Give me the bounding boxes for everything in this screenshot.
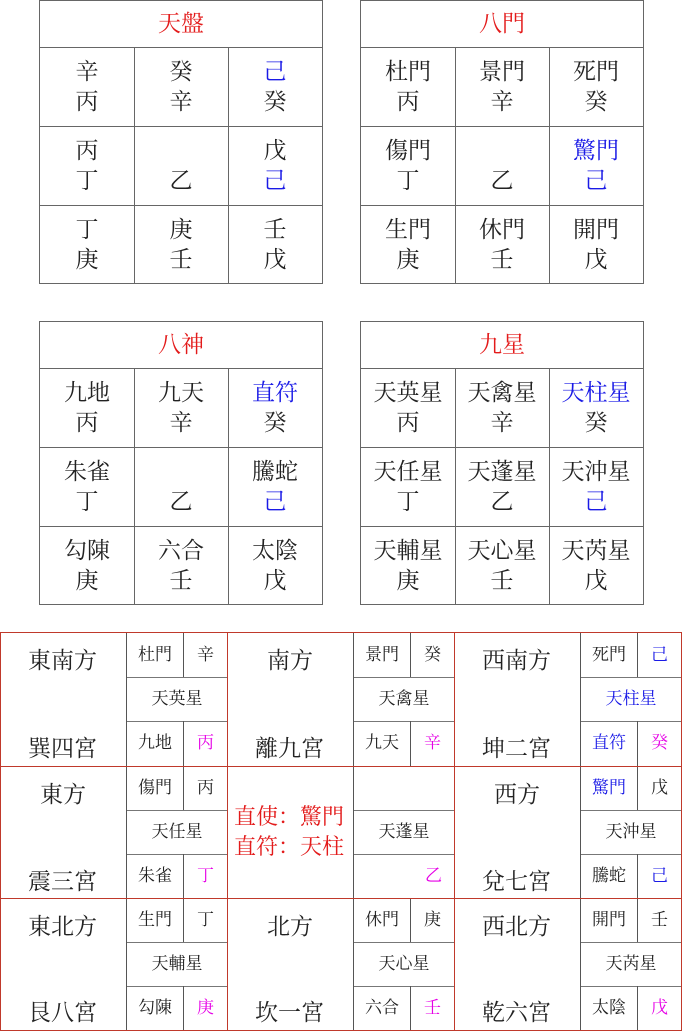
tianpan-title: 天盤: [40, 1, 322, 48]
spirit-cell: 太陰: [580, 986, 637, 1030]
earth-stem-cell: 辛: [410, 721, 454, 766]
bamen-cell-center: 乙: [490, 168, 514, 194]
zone-southeast: [1, 633, 227, 766]
direction-label: 北方: [267, 914, 313, 940]
jiuxing-cell-w: 天沖星 己: [561, 459, 631, 515]
earth-stem-cell: 乙: [353, 854, 454, 898]
palace-label: 乾六宮: [482, 1000, 551, 1026]
bashen-cell-n: 六合 壬: [158, 538, 204, 594]
jiuxing-cell-nw: 天芮星 戊: [561, 538, 631, 594]
tianpan-cell-e: 丙 丁: [75, 138, 99, 194]
star-cell: 天蓬星: [353, 810, 454, 854]
direction-label: 東北方: [28, 914, 97, 940]
direction-label: 西南方: [482, 648, 551, 674]
bashen-cell-ne: 勾陳 庚: [64, 538, 110, 594]
door-cell: 景門: [353, 633, 410, 677]
door-cell: 休門: [353, 899, 410, 942]
direction-label: 東方: [40, 782, 86, 808]
jiuxing-table: [360, 321, 644, 605]
heaven-stem-cell: 辛: [183, 633, 227, 677]
door-cell: 杜門: [126, 633, 183, 677]
heaven-stem-cell: 戊: [637, 767, 681, 810]
bamen-cell-s: 景門 辛: [479, 59, 525, 115]
spirit-cell: 朱雀: [126, 854, 183, 898]
tianpan-cell-ne: 丁 庚: [75, 217, 99, 273]
star-cell: 天芮星: [580, 942, 681, 986]
zhifu-label: 直符：天柱: [234, 835, 345, 860]
door-cell: 開門: [580, 899, 637, 942]
star-cell: 天沖星: [580, 810, 681, 854]
jiuxing-cell-n: 天心星 壬: [467, 538, 537, 594]
earth-stem-cell: 戊: [637, 986, 681, 1030]
zone-center: [228, 767, 454, 898]
palace-label: 離九宮: [255, 736, 324, 762]
palace-label: 震三宮: [28, 869, 97, 895]
bamen-cell-ne: 生門 庚: [385, 217, 431, 273]
door-cell: [353, 767, 454, 810]
heaven-stem-cell: 丁: [183, 899, 227, 942]
bamen-cell-nw: 開門 戊: [573, 217, 619, 273]
bashen-cell-e: 朱雀 丁: [64, 459, 110, 515]
jiuxing-cell-e: 天任星 丁: [373, 459, 443, 515]
star-cell: 天輔星: [126, 942, 227, 986]
earth-stem-cell: 丁: [183, 854, 227, 898]
direction-label: 南方: [267, 648, 313, 674]
door-cell: 傷門: [126, 767, 183, 810]
bashen-cell-s: 九天 辛: [158, 380, 204, 436]
heaven-stem-cell: 壬: [637, 899, 681, 942]
jiuxing-cell-s: 天禽星 辛: [467, 380, 537, 436]
door-cell: 生門: [126, 899, 183, 942]
bashen-cell-w: 騰蛇 己: [252, 459, 298, 515]
jiuxing-cell-ne: 天輔星 庚: [373, 538, 443, 594]
spirit-cell: 直符: [580, 721, 637, 766]
zhishi-label: 直使：驚門: [234, 805, 345, 830]
palace-label: 艮八宮: [28, 1000, 97, 1026]
zone-west: [455, 767, 681, 898]
bamen-cell-sw: 死門 癸: [573, 59, 619, 115]
bamen-title: 八門: [361, 1, 643, 48]
tianpan-cell-s: 癸 辛: [169, 59, 193, 115]
tianpan-cell-n: 庚 壬: [169, 217, 193, 273]
zone-northeast: [1, 899, 227, 1030]
bamen-table: [360, 0, 644, 284]
earth-stem-cell: 丙: [183, 721, 227, 766]
bamen-cell-se: 杜門 丙: [385, 59, 431, 115]
bamen-cell-w: 驚門 己: [573, 138, 619, 194]
star-cell: 天任星: [126, 810, 227, 854]
door-cell: 死門: [580, 633, 637, 677]
spirit-cell: 六合: [353, 986, 410, 1030]
tianpan-cell-nw: 壬 戊: [263, 217, 287, 273]
spirit-cell: 九地: [126, 721, 183, 766]
bashen-cell-sw: 直符 癸: [252, 380, 298, 436]
bamen-cell-n: 休門 壬: [479, 217, 525, 273]
qimen-chart: [0, 632, 682, 1031]
direction-label: 東南方: [28, 648, 97, 674]
heaven-stem-cell: 癸: [410, 633, 454, 677]
heaven-stem-cell: 己: [637, 633, 681, 677]
tianpan-cell-w: 戊 己: [263, 138, 287, 194]
zone-northwest: [455, 899, 681, 1030]
palace-label: 兌七宮: [482, 869, 551, 895]
palace-label: 坤二宮: [482, 736, 551, 762]
spirit-cell: 騰蛇: [580, 854, 637, 898]
star-cell: 天禽星: [353, 677, 454, 721]
tianpan-cell-se: 辛 丙: [75, 59, 99, 115]
jiuxing-cell-se: 天英星 丙: [373, 380, 443, 436]
heaven-stem-cell: 庚: [410, 899, 454, 942]
star-cell: 天心星: [353, 942, 454, 986]
door-cell: 驚門: [580, 767, 637, 810]
star-cell: 天柱星: [580, 677, 681, 721]
zone-southwest: [455, 633, 681, 766]
tianpan-table: [39, 0, 323, 284]
earth-stem-cell: 癸: [637, 721, 681, 766]
zone-north: [228, 899, 454, 1030]
spirit-cell: 九天: [353, 721, 410, 766]
direction-label: 西北方: [482, 914, 551, 940]
zone-east: [1, 767, 227, 898]
tianpan-cell-sw: 己 癸: [263, 59, 287, 115]
earth-stem-cell: 己: [637, 854, 681, 898]
earth-stem-cell: 庚: [183, 986, 227, 1030]
bashen-table: [39, 321, 323, 605]
jiuxing-cell-center: 天蓬星 乙: [467, 459, 537, 515]
star-cell: 天英星: [126, 677, 227, 721]
heaven-stem-cell: 丙: [183, 767, 227, 810]
zone-south: [228, 633, 454, 766]
jiuxing-title: 九星: [361, 322, 643, 369]
bashen-cell-nw: 太陰 戊: [252, 538, 298, 594]
earth-stem-cell: 壬: [410, 986, 454, 1030]
palace-label: 坎一宮: [255, 1000, 324, 1026]
bashen-cell-se: 九地 丙: [64, 380, 110, 436]
direction-label: 西方: [494, 782, 540, 808]
tianpan-cell-center: 乙: [169, 168, 193, 194]
bashen-cell-center: 乙: [169, 489, 193, 515]
bashen-title: 八神: [40, 322, 322, 369]
bamen-cell-e: 傷門 丁: [385, 138, 431, 194]
palace-label: 巽四宮: [28, 736, 97, 762]
spirit-cell: 勾陳: [126, 986, 183, 1030]
jiuxing-cell-sw: 天柱星 癸: [561, 380, 631, 436]
